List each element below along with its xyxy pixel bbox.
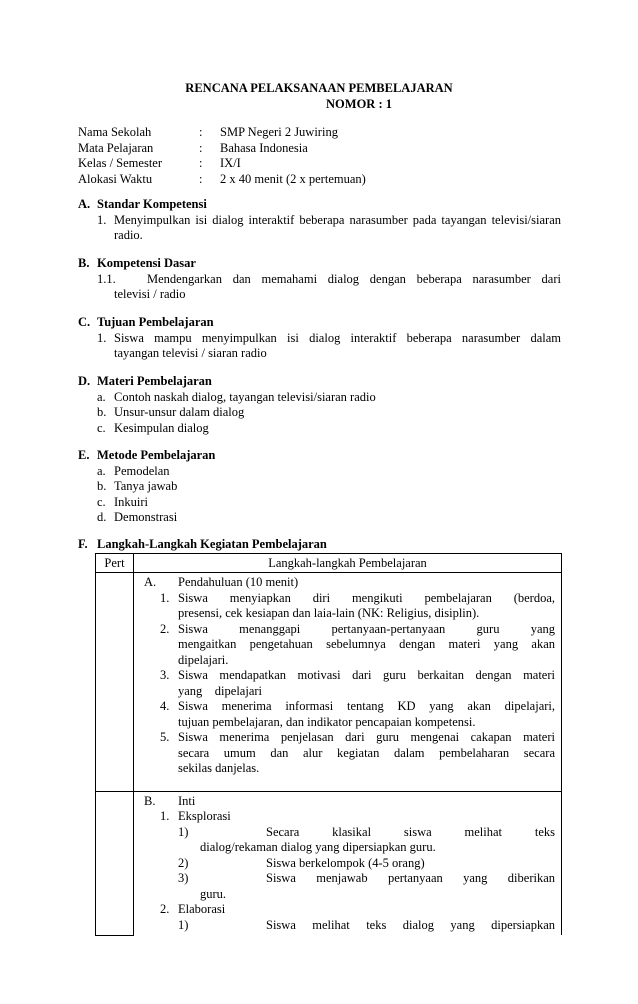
info-block <box>78 125 366 187</box>
header-pert: Pert <box>96 554 134 573</box>
section-heading: B. Kompetensi Dasar <box>78 256 196 270</box>
item-line: radio. <box>114 228 143 242</box>
section-langkah-kegiatan <box>78 537 561 553</box>
header-steps: Langkah-langkah Pembelajaran <box>134 554 562 573</box>
list-item: b. Unsur-unsur dalam dialog <box>97 405 245 419</box>
info-value: 2 x 40 menit (2 x pertemuan) <box>220 171 366 186</box>
section-item: 1.1. Mendengarkan dan memahami dialog dengan beberapa narasumber dari televisi / radio <box>97 271 561 301</box>
table-row <box>96 573 562 792</box>
step-item: 5. Siswa menerima penjelasan dari guru mengenai cakapan materi secara umum dan alur kegiatan dalam pembelaharan secara sekilas danjelas. <box>160 730 555 775</box>
info-value: Bahasa Indonesia <box>220 140 308 155</box>
sub-step: 1) Secara klasikal siswa melihat teks dialog/rekaman dialog yang dipersiapkan guru. <box>178 824 555 854</box>
sub-step: 3) Siswa menjawab pertanyaan yang diberikan guru. <box>178 871 555 901</box>
step-item: 1. Siswa menyiapkan diri mengikuti pembelajaran (berdoa, presensi, cek kesiapan dan laia-lain (NK: Religius, disiplin). <box>160 590 555 620</box>
list-item: a. Pemodelan <box>97 463 170 478</box>
info-row: Nama Sekolah : SMP Negeri 2 Juwiring <box>78 125 338 139</box>
phase-title: A. Pendahuluan (10 menit) <box>144 575 299 589</box>
info-label: Alokasi Waktu <box>78 171 153 186</box>
list-item: b. Tanya jawab <box>97 479 178 493</box>
item-line: Mendengarkan dan memahami dialog dengan beberapa narasumber dari <box>147 271 561 286</box>
section-item: 1. Menyimpulkan isi dialog interaktif beberapa narasumber pada tayangan televisi/siaran radio. <box>97 212 561 242</box>
info-row: Mata Pelajaran : Bahasa Indonesia <box>78 140 308 155</box>
info-row: Alokasi Waktu : 2 x 40 menit (2 x pertemuan) <box>78 171 366 186</box>
section-item: 1. Siswa mampu menyimpulkan isi dialog interaktif beberapa narasumber dalam tayangan televisi / siaran radio <box>97 330 561 360</box>
title-line-2: NOMOR : 1 <box>326 96 392 111</box>
document-title <box>0 81 638 112</box>
info-label: Mata Pelajaran <box>78 140 154 155</box>
section-heading: A. Standar Kompetensi <box>78 197 207 211</box>
phase-title: B. Inti <box>144 793 196 808</box>
section-heading: C. Tujuan Pembelajaran <box>78 315 214 329</box>
item-line: Menyimpulkan isi dialog interaktif beberapa narasumber pada tayangan televisi/siaran <box>114 212 561 227</box>
info-label: Nama Sekolah <box>78 125 152 139</box>
step-item: 1. Eksplorasi <box>160 809 231 823</box>
pendahuluan-cell <box>134 573 562 792</box>
section-heading: E. Metode Pembelajaran <box>78 448 216 462</box>
step-item: 3. Siswa mendapatkan motivasi dari guru berkaitan dengan materi yang dipelajari <box>160 668 555 698</box>
list-item: a. Contoh naskah dialog, tayangan televisi/siaran radio <box>97 389 376 404</box>
sub-step: 2) Siswa berkelompok (4-5 orang) <box>178 855 425 870</box>
step-item: 4. Siswa menerima informasi tentang KD yang akan dipelajari, tujuan pembelajaran, dan indikator pencapaian kompetensi. <box>160 699 555 729</box>
section-metode-pembelajaran <box>78 448 561 526</box>
step-item: 2. Siswa menanggapi pertanyaan-pertanyaan guru yang mengaitkan pengetahuan sebelumnya dengan materi yang akan dipelajari. <box>160 621 555 667</box>
info-value: IX/I <box>220 156 241 170</box>
section-tujuan-pembelajaran <box>78 315 561 362</box>
list-item: c. Inkuiri <box>97 494 149 509</box>
section-kompetensi-dasar <box>78 256 561 303</box>
list-item: c. Kesimpulan dialog <box>97 420 209 435</box>
item-line: tayangan televisi / siaran radio <box>114 346 267 360</box>
item-line: Siswa mampu menyimpulkan isi dialog interaktif beberapa narasumber dalam <box>114 330 561 345</box>
sub-step: 1) Siswa melihat teks dialog yang dipersiapkan <box>178 917 555 932</box>
step-item: 2. Elaborasi <box>160 902 226 916</box>
section-standar-kompetensi <box>78 197 561 244</box>
lesson-steps-table <box>95 553 562 936</box>
item-line: televisi / radio <box>114 287 186 301</box>
info-row: Kelas / Semester : IX/I <box>78 156 241 170</box>
table-header-row <box>96 554 562 573</box>
inti-cell <box>134 791 562 935</box>
table-row <box>96 791 562 935</box>
section-heading: D. Materi Pembelajaran <box>78 374 212 388</box>
section-heading: F. Langkah-Langkah Kegiatan Pembelajaran <box>78 537 327 551</box>
info-label: Kelas / Semester <box>78 156 163 170</box>
list-item: d. Demonstrasi <box>97 510 178 524</box>
title-line-1: RENCANA PELAKSANAAN PEMBELAJARAN <box>185 81 453 95</box>
info-value: SMP Negeri 2 Juwiring <box>220 125 338 139</box>
section-materi-pembelajaran <box>78 374 561 436</box>
